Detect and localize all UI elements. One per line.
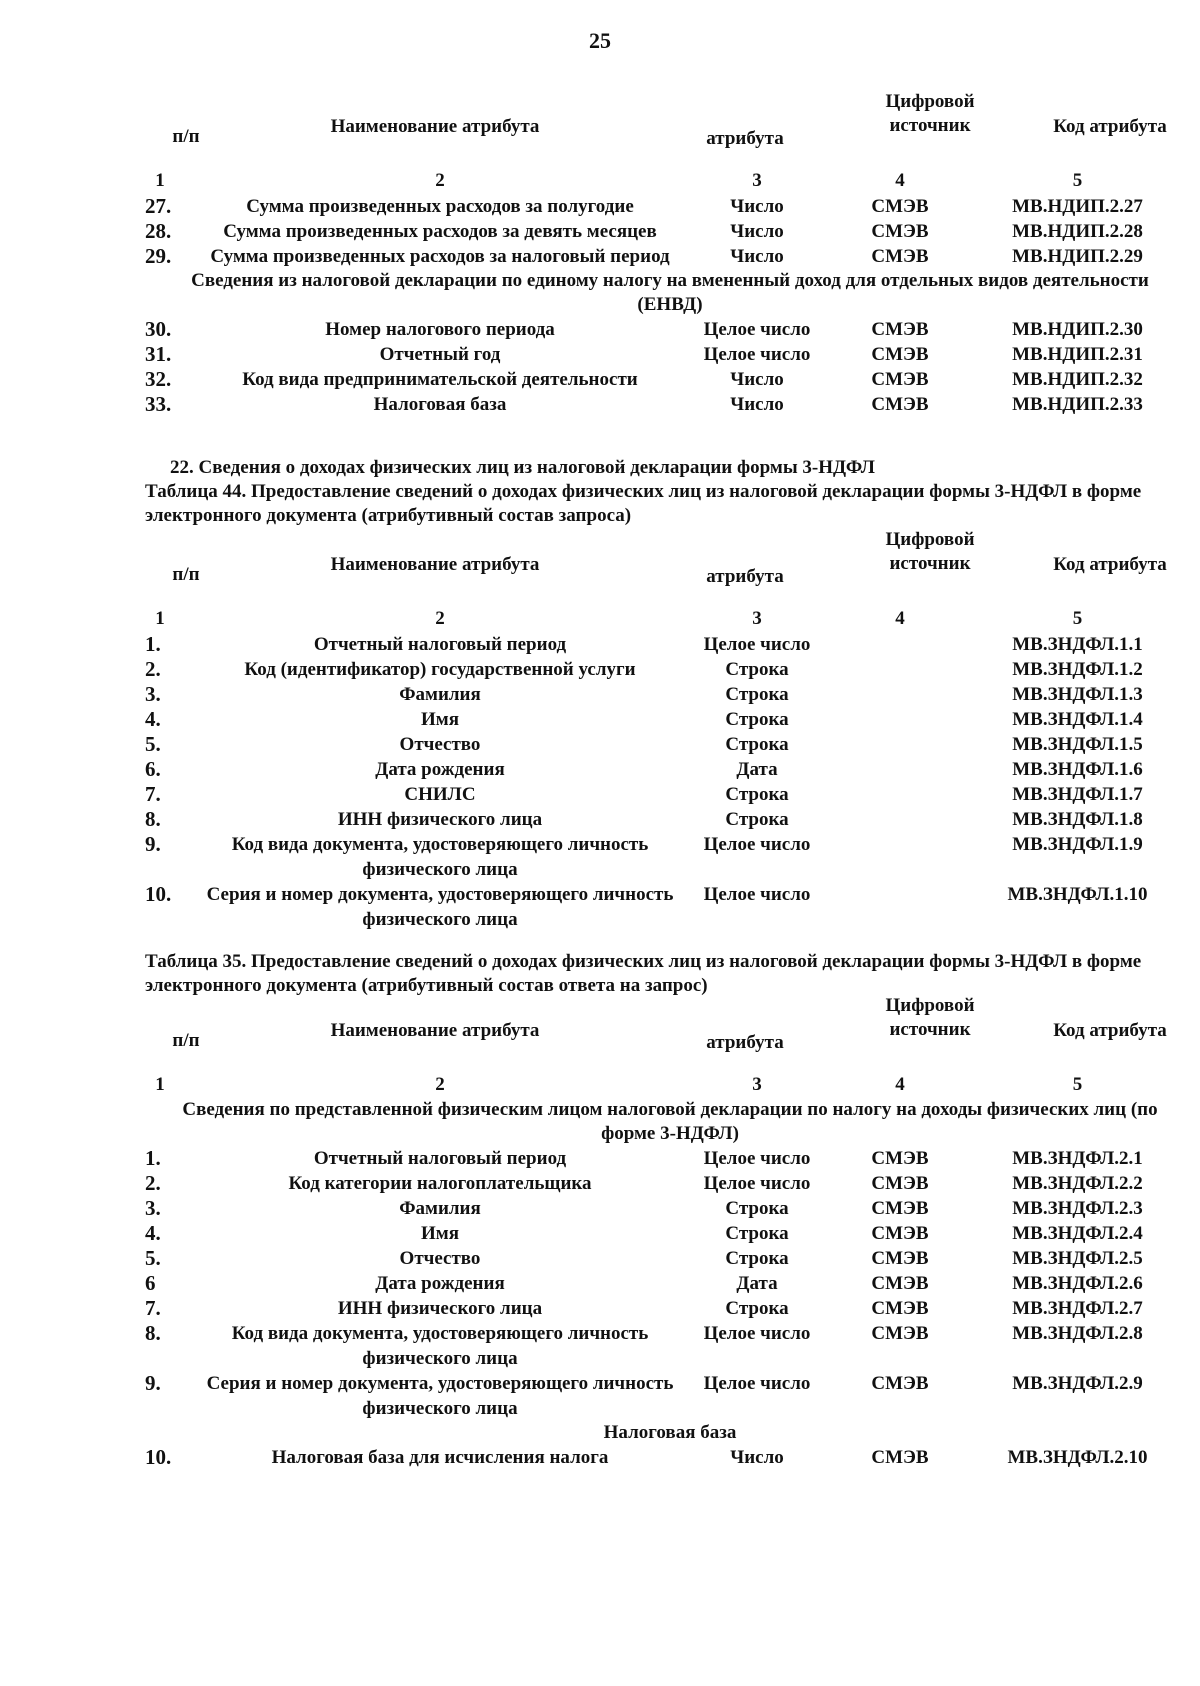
attribute-code: МВ.ЗНДФЛ.2.10 [1007, 1447, 1148, 1468]
row-number: 4. [145, 1221, 161, 1245]
row-number: 5. [145, 732, 161, 756]
digital-source: СМЭВ [871, 221, 929, 242]
table-row [145, 632, 1175, 657]
column-numbers: 1 2 3 4 5 [155, 1074, 1083, 1095]
attribute-name: Отчетный год [379, 344, 501, 365]
row-number: 5. [145, 1246, 161, 1270]
attribute-code: МВ.ЗНДФЛ.2.7 [1012, 1298, 1143, 1319]
attribute-name: Код категории налогоплательщика [288, 1173, 592, 1194]
attribute-name: Код вида предпринимательской деятельности [242, 369, 638, 390]
header-code: Код атрибута [1053, 116, 1167, 137]
attribute-type: Строка [725, 809, 789, 830]
attribute-type: Целое число [703, 319, 811, 340]
table-row [145, 1445, 1175, 1470]
row-number: 3. [145, 1196, 161, 1220]
row-number: 1. [145, 632, 161, 656]
section-22-title: 22. Сведения о доходах физических лиц из налоговой декларации формы 3-НДФЛ [170, 457, 875, 478]
table-row [145, 244, 1175, 269]
attribute-code: МВ.НДИП.2.28 [1012, 221, 1143, 242]
attribute-name: Отчество [399, 734, 481, 755]
attribute-type: Число [730, 196, 784, 217]
attribute-code: МВ.НДИП.2.32 [1012, 369, 1143, 390]
attribute-type: Строка [725, 1223, 789, 1244]
table-44 [145, 526, 1175, 932]
attribute-type: Число [730, 246, 784, 267]
table-row [145, 219, 1175, 244]
attribute-type: Целое число [703, 634, 811, 655]
digital-source: СМЭВ [871, 369, 929, 390]
attribute-code: МВ.ЗНДФЛ.2.2 [1012, 1173, 1143, 1194]
attribute-code: МВ.ЗНДФЛ.1.2 [1012, 659, 1143, 680]
table-44-caption: Таблица 44. Предоставление сведений о доходах физических лиц из налоговой декларации формы 3-НДФЛ в форме электронного документа (атрибутивный состав запроса) [145, 481, 1142, 526]
attribute-type: Целое число [703, 1373, 811, 1394]
row-number: 6 [145, 1271, 156, 1295]
header-type: атрибута [706, 566, 784, 587]
digital-source: СМЭВ [871, 1298, 929, 1319]
attribute-name: Серия и номер документа, удостоверяющего личность физического лица [206, 1373, 674, 1419]
header-type: атрибута [706, 128, 784, 149]
digital-source: СМЭВ [871, 394, 929, 415]
attribute-name: Налоговая база [373, 394, 507, 415]
section-heading: Сведения по представленной физическим лицом налоговой декларации по налогу на доходы физических лиц (по форме 3-НДФЛ) [182, 1099, 1158, 1144]
header-no: п/п [172, 126, 200, 147]
attribute-code: МВ.ЗНДФЛ.1.7 [1012, 784, 1143, 805]
attribute-code: МВ.НДИП.2.31 [1012, 344, 1143, 365]
attribute-type: Строка [725, 1248, 789, 1269]
attribute-code: МВ.НДИП.2.27 [1012, 196, 1143, 217]
attribute-code: МВ.НДИП.2.29 [1012, 246, 1143, 267]
attribute-name: Имя [421, 1223, 459, 1244]
row-number: 6. [145, 757, 161, 781]
table-row [145, 342, 1175, 367]
attribute-name: Фамилия [399, 684, 481, 705]
digital-source: СМЭВ [871, 1248, 929, 1269]
digital-source: СМЭВ [871, 1323, 929, 1344]
table-row [145, 1321, 1175, 1371]
attribute-code: МВ.НДИП.2.33 [1012, 394, 1143, 415]
row-number: 29. [145, 244, 172, 268]
digital-source: СМЭВ [871, 344, 929, 365]
attribute-type: Целое число [703, 1323, 811, 1344]
column-numbers: 1 2 3 4 5 [155, 608, 1083, 629]
row-number: 3. [145, 682, 161, 706]
header-source: Цифровой источник [885, 91, 975, 136]
row-number: 9. [145, 832, 161, 856]
table-row [145, 1371, 1175, 1421]
digital-source: СМЭВ [871, 1373, 929, 1394]
rows-a [145, 1146, 1175, 1421]
attribute-name: Сумма произведенных расходов за налоговый период [210, 246, 670, 267]
attribute-name: Код вида документа, удостоверяющего личность физического лица [231, 1323, 649, 1369]
table-row [145, 1246, 1175, 1271]
table-header [145, 992, 1175, 1074]
row-number: 30. [145, 317, 172, 341]
attribute-code: МВ.ЗНДФЛ.1.3 [1012, 684, 1143, 705]
table-row [145, 317, 1175, 342]
attribute-name: Фамилия [399, 1198, 481, 1219]
table-row [145, 807, 1175, 832]
row-number: 4. [145, 707, 161, 731]
column-numbers: 1 2 3 4 5 [155, 170, 1083, 191]
attribute-type: Строка [725, 1198, 789, 1219]
row-number: 2. [145, 657, 161, 681]
rows-b [145, 317, 1175, 417]
header-name: Наименование атрибута [330, 116, 540, 137]
attribute-name: ИНН физического лица [337, 809, 543, 830]
attribute-name: Отчество [399, 1248, 481, 1269]
attribute-type: Число [730, 394, 784, 415]
attribute-name: Код вида документа, удостоверяющего личность физического лица [231, 834, 649, 880]
header-source: Цифровой источник [885, 529, 975, 574]
table-35-caption: Таблица 35. Предоставление сведений о доходах физических лиц из налоговой декларации формы 3-НДФЛ в форме электронного документа (атрибутивный состав ответа на запрос) [145, 951, 1142, 996]
row-number: 28. [145, 219, 172, 243]
attribute-type: Строка [725, 684, 789, 705]
attribute-code: МВ.НДИП.2.30 [1012, 319, 1143, 340]
attribute-name: Код (идентификатор) государственной услуги [244, 659, 636, 680]
table-row [145, 707, 1175, 732]
attribute-name: Дата рождения [375, 1273, 505, 1294]
attribute-code: МВ.ЗНДФЛ.1.9 [1012, 834, 1143, 855]
header-no: п/п [172, 564, 200, 585]
attribute-type: Строка [725, 659, 789, 680]
digital-source: СМЭВ [871, 246, 929, 267]
table-continuation [145, 88, 1175, 417]
header-source: Цифровой источник [885, 995, 975, 1040]
row-number: 31. [145, 342, 172, 366]
attribute-code: МВ.ЗНДФЛ.2.4 [1012, 1223, 1143, 1244]
attribute-type: Целое число [703, 1173, 811, 1194]
table-row [145, 1221, 1175, 1246]
table-row [145, 367, 1175, 392]
table-row [145, 657, 1175, 682]
attribute-type: Строка [725, 709, 789, 730]
header-name: Наименование атрибута [330, 554, 540, 575]
header-type: атрибута [706, 1032, 784, 1053]
table-row [145, 832, 1175, 882]
row-number: 32. [145, 367, 172, 391]
table-row [145, 682, 1175, 707]
rows [145, 632, 1175, 932]
row-number: 8. [145, 1321, 161, 1345]
attribute-code: МВ.ЗНДФЛ.2.5 [1012, 1248, 1143, 1269]
section-heading: Сведения из налоговой декларации по единому налогу на вмененный доход для отдельных видов деятельности (ЕНВД) [191, 270, 1149, 315]
attribute-code: МВ.ЗНДФЛ.2.3 [1012, 1198, 1143, 1219]
attribute-code: МВ.ЗНДФЛ.2.6 [1012, 1273, 1143, 1294]
attribute-name: СНИЛС [404, 784, 476, 805]
attribute-name: Сумма произведенных расходов за полугодие [246, 196, 634, 217]
attribute-type: Целое число [703, 834, 811, 855]
attribute-name: Дата рождения [375, 759, 505, 780]
attribute-code: МВ.ЗНДФЛ.1.8 [1012, 809, 1143, 830]
table-35 [145, 992, 1175, 1470]
row-number: 2. [145, 1171, 161, 1195]
page-number: 25 [589, 28, 611, 53]
attribute-type: Дата [736, 1273, 778, 1294]
attribute-type: Строка [725, 1298, 789, 1319]
row-number: 33. [145, 392, 172, 416]
attribute-code: МВ.ЗНДФЛ.1.4 [1012, 709, 1143, 730]
attribute-name: Отчетный налоговый период [313, 1148, 567, 1169]
attribute-type: Строка [725, 784, 789, 805]
attribute-type: Число [730, 221, 784, 242]
row-number: 27. [145, 194, 172, 218]
digital-source: СМЭВ [871, 1223, 929, 1244]
attribute-code: МВ.ЗНДФЛ.1.1 [1012, 634, 1143, 655]
attribute-name: Номер налогового периода [325, 319, 555, 340]
table-row [145, 757, 1175, 782]
table-row [145, 1271, 1175, 1296]
digital-source: СМЭВ [871, 1447, 929, 1468]
digital-source: СМЭВ [871, 319, 929, 340]
attribute-code: МВ.ЗНДФЛ.2.1 [1012, 1148, 1143, 1169]
row-number: 9. [145, 1371, 161, 1395]
table-row [145, 194, 1175, 219]
table-row [145, 392, 1175, 417]
header-name: Наименование атрибута [330, 1020, 540, 1041]
attribute-name: Имя [421, 709, 459, 730]
row-number: 10. [145, 882, 172, 906]
attribute-type: Целое число [703, 884, 811, 905]
subsection-heading: Налоговая база [603, 1422, 737, 1443]
row-number: 10. [145, 1445, 172, 1469]
table-row [145, 1196, 1175, 1221]
attribute-type: Дата [736, 759, 778, 780]
table-row [145, 1296, 1175, 1321]
row-number: 8. [145, 807, 161, 831]
attribute-type: Целое число [703, 344, 811, 365]
attribute-code: МВ.ЗНДФЛ.1.6 [1012, 759, 1143, 780]
attribute-name: ИНН физического лица [337, 1298, 543, 1319]
table-row [145, 732, 1175, 757]
attribute-name: Сумма произведенных расходов за девять месяцев [223, 221, 657, 242]
attribute-type: Число [730, 1447, 784, 1468]
rows-a [145, 194, 1175, 269]
attribute-code: МВ.ЗНДФЛ.2.9 [1012, 1373, 1143, 1394]
attribute-code: МВ.ЗНДФЛ.2.8 [1012, 1323, 1143, 1344]
digital-source: СМЭВ [871, 1273, 929, 1294]
row-number: 7. [145, 1296, 161, 1320]
header-no: п/п [172, 1030, 200, 1051]
header-code: Код атрибута [1053, 1020, 1167, 1041]
attribute-name: Отчетный налоговый период [313, 634, 567, 655]
header-code: Код атрибута [1053, 554, 1167, 575]
table-row [145, 882, 1175, 932]
digital-source: СМЭВ [871, 1198, 929, 1219]
attribute-code: МВ.ЗНДФЛ.1.10 [1007, 884, 1148, 905]
digital-source: СМЭВ [871, 1173, 929, 1194]
attribute-code: МВ.ЗНДФЛ.1.5 [1012, 734, 1143, 755]
table-row [145, 1171, 1175, 1196]
row-number: 1. [145, 1146, 161, 1170]
attribute-type: Целое число [703, 1148, 811, 1169]
table-row [145, 1146, 1175, 1171]
attribute-type: Строка [725, 734, 789, 755]
rows-b [145, 1445, 1175, 1470]
table-header [145, 526, 1175, 608]
table-row [145, 782, 1175, 807]
digital-source: СМЭВ [871, 196, 929, 217]
digital-source: СМЭВ [871, 1148, 929, 1169]
row-number: 7. [145, 782, 161, 806]
table-header [145, 88, 1175, 170]
attribute-name: Серия и номер документа, удостоверяющего личность физического лица [206, 884, 674, 930]
attribute-name: Налоговая база для исчисления налога [271, 1447, 609, 1468]
attribute-type: Число [730, 369, 784, 390]
